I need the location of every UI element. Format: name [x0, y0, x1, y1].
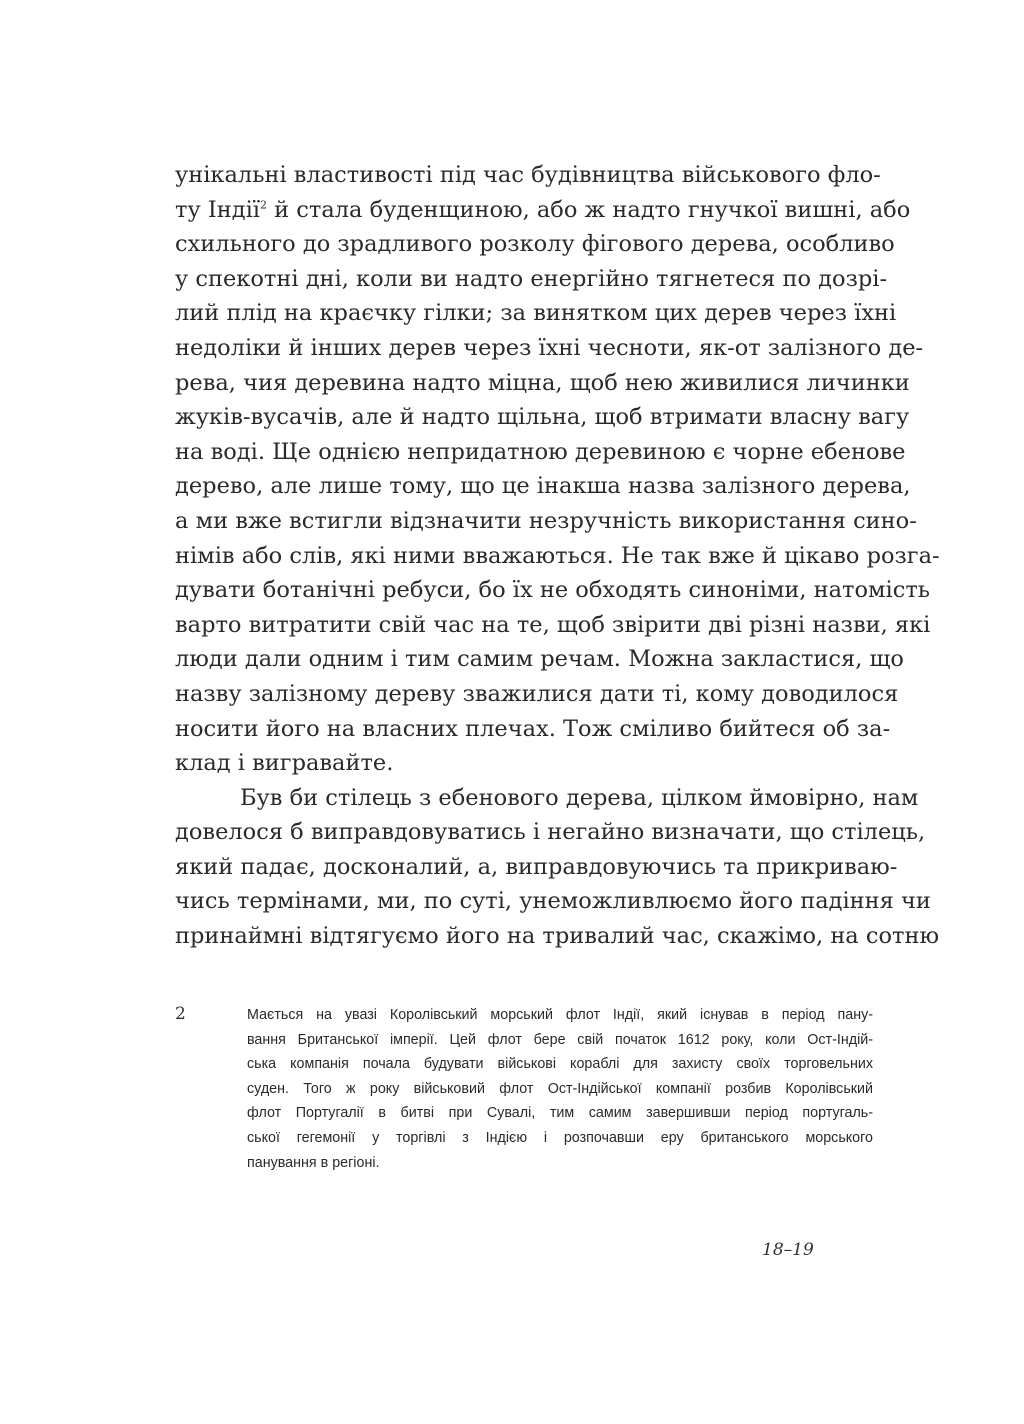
text-line: люди дали одним і тим самим речам. Можна закластися, що [175, 646, 904, 673]
footnote-line: Мається на увазі Королівський морський флот Індії, який існував в період пану- [247, 1007, 873, 1023]
text-line: дувати ботанічні ребуси, бо їх не обходять синоніми, натомість [175, 577, 931, 604]
text-fragment: ту Індії [175, 196, 260, 223]
text-line: чись термінами, ми, по суті, унеможливлюємо його падіння чи [175, 888, 931, 915]
text-line: який падає, досконалий, а, виправдовуючись та прикриваю- [175, 853, 898, 880]
text-line: лий плід на краєчку гілки; за винятком цих дерев через їхні [175, 300, 897, 327]
text-line: схильного до зрадливого розколу фігового дерева, особливо [175, 231, 895, 258]
text-line: дерево, але лише тому, що це інакша назва залізного дерева, [175, 473, 911, 500]
text-line: назву залізному дереву зважилися дати ті, кому доводилося [175, 680, 899, 707]
text-line: принаймні відтягуємо його на тривалий час, скажімо, на сотню [175, 923, 940, 950]
text-line: носити його на власних плечах. Тож сміливо бийтеся об за- [175, 715, 891, 742]
text-line: недоліки й інших дерев через їхні чесноти, як-от залізного де- [175, 334, 924, 361]
footnote-line: вання Британської імперії. Цей флот бере свій початок 1612 року, коли Ост-Індій- [247, 1031, 873, 1048]
text-line: рева, чия деревина надто міцна, щоб нею живилися личинки [175, 369, 910, 396]
footnote-line: ська компанія почала будувати військові кораблі для захисту своїх торговельних [247, 1056, 873, 1073]
text-line: Був би стілець з ебенового дерева, цілком ймовірно, нам [240, 784, 919, 811]
text-line-with-footnote [175, 193, 911, 228]
text-line: а ми вже встигли відзначити незручність використання сино- [175, 507, 917, 534]
footnote-line: ської гегемонії у торгівлі з Індією і розпочавши еру британського морського [247, 1129, 873, 1146]
text-fragment: й стала буденщиною, або ж надто гнучкої вишні, або [274, 196, 911, 223]
footnote-line: панування в регіоні. [247, 1154, 380, 1171]
footnote-reference[interactable]: 2 [259, 198, 267, 212]
page-number: 18–19 [762, 1240, 814, 1260]
footnote-line: флот Португалії в битві при Сувалі, тим самим завершивши період португаль- [247, 1105, 873, 1122]
text-line: клад і вигравайте. [175, 750, 394, 777]
footnote-text [247, 1003, 873, 1175]
text-line: німів або слів, які ними вважаються. Не так вже й цікаво розга- [175, 542, 940, 569]
text-line: довелося б виправдовуватись і негайно визначати, що стілець, [175, 819, 926, 846]
text-line: унікальні властивості під час будівництва військового фло- [175, 162, 881, 188]
footnote-line: суден. Того ж року військовий флот Ост-Індійської компанії розбив Королівський [247, 1080, 873, 1097]
text-line: жуків-вусачів, але й надто щільна, щоб втримати власну вагу [175, 404, 910, 431]
footnote-number: 2 [175, 1004, 186, 1024]
text-line: у спекотні дні, коли ви надто енергійно тягнетеся по дозрі- [175, 265, 888, 292]
text-line: варто витратити свій час на те, щоб звірити дві різні назви, які [175, 611, 931, 638]
text-line: на воді. Ще однією непридатною деревиною є чорне ебенове [175, 438, 906, 465]
body-text [175, 158, 940, 954]
